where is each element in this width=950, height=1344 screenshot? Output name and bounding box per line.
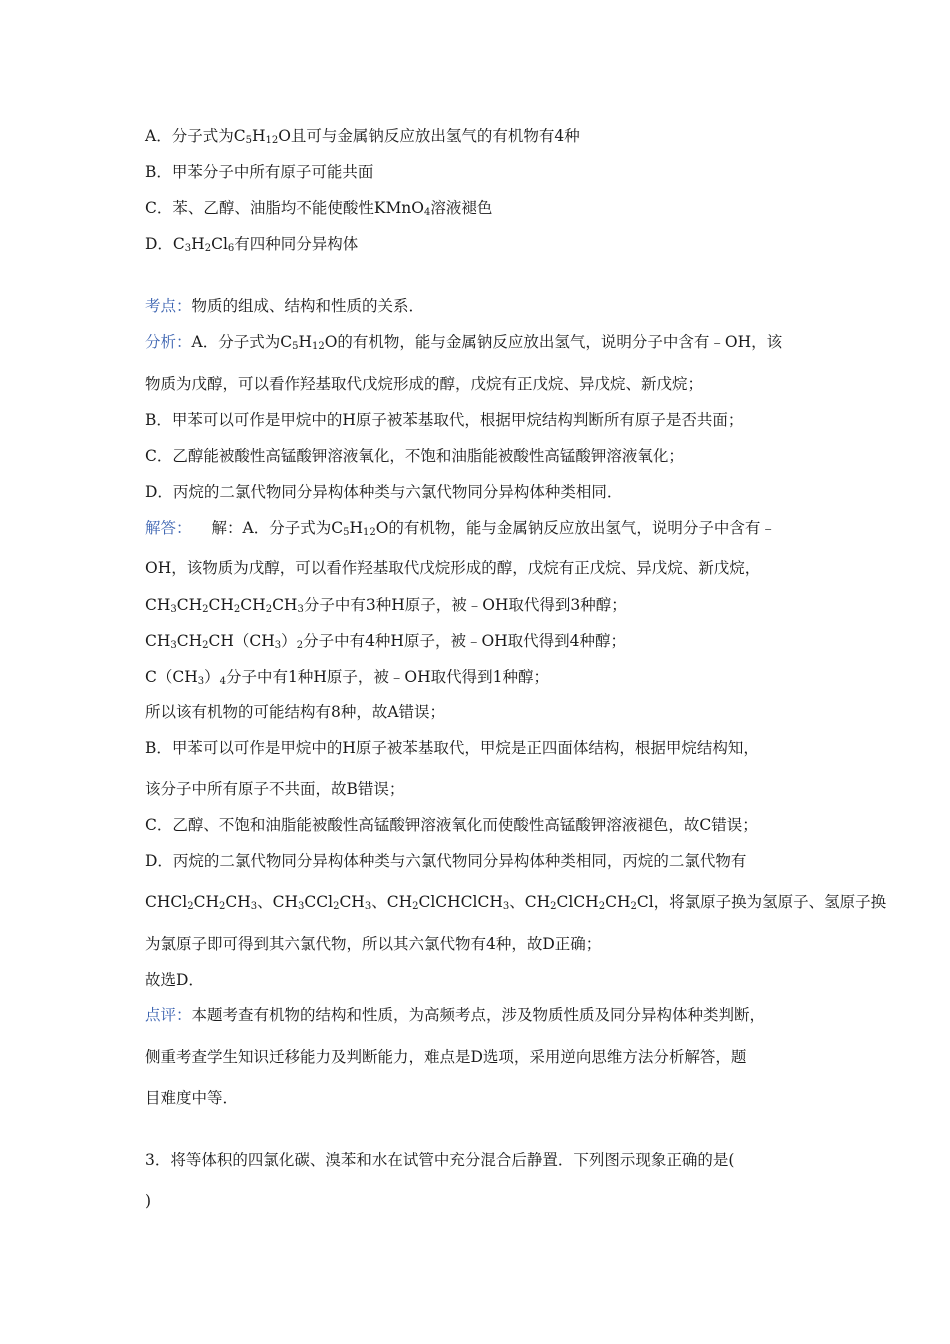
kaodian-line: 考点：物质的组成、结构和性质的关系． — [145, 297, 425, 315]
dianping-line-3: 目难度中等． — [145, 1089, 239, 1107]
jieda-line-5: $C(CH_3)_4$分子中有1种H原子，被﹣OH取代得到1种醇； — [145, 668, 549, 687]
question-3-line-2: ) — [145, 1192, 152, 1210]
option-c: C．苯、乙醇、油脂均不能使酸性KMnO$_4$溶液褪色 — [145, 199, 493, 218]
fenxi-line-2: 物质为戊醇，可以看作羟基取代戊烷形成的醇，戊烷有正戊烷、异戊烷、新戊烷； — [145, 375, 704, 393]
fenxi-line-4: C．乙醇能被酸性高锰酸钾溶液氧化，不饱和油脂能被酸性高锰酸钾溶液氧化； — [145, 447, 684, 465]
fenxi-line-5: D．丙烷的二氯代物同分异构体种类与六氯代物同分异构体种类相同． — [145, 483, 623, 501]
fenxi-line-1: 分析：A．分子式为$C_5H_{12}O$的有机物，能与金属钠反应放出氢气，说明分子中含有﹣OH，该 — [145, 333, 783, 352]
jieda-line-4: $CH_3CH_2CH(CH_3)_2$分子中有4种H原子，被﹣OH取代得到4种醇； — [145, 632, 627, 651]
jieda-line-9: C．乙醇、不饱和油脂能被酸性高锰酸钾溶液氧化而使酸性高锰酸钾溶液褪色，故C错误； — [145, 816, 758, 834]
jieda-label: 解答： — [145, 519, 192, 537]
fenxi-line-3: B．甲苯可以可作是甲烷中的H原子被苯基取代，根据甲烷结构判断所有原子是否共面； — [145, 411, 744, 429]
jieda-line-11: $CHCl_2CH_2CH_3$、$CH_3CCl_2CH_3$、$CH_2ClCHClCH_3$、$CH_2ClCH_2CH_2Cl$，将氯原子换为氢原子、氢原子换 — [145, 893, 887, 912]
option-d: D．$C_3H_2Cl_6$有四种同分异构体 — [145, 235, 359, 254]
jieda-line-7: B．甲苯可以可作是甲烷中的H原子被苯基取代，甲烷是正四面体结构，根据甲烷结构知， — [145, 739, 759, 757]
kaodian-label: 考点： — [145, 297, 192, 315]
option-a: A．分子式为$C_5H_{12}O$且可与金属钠反应放出氢气的有机物有4种 — [145, 127, 580, 146]
jieda-line-13: 故选D． — [145, 971, 204, 989]
dianping-label: 点评： — [145, 1006, 192, 1024]
dianping-line-2: 侧重考查学生知识迁移能力及判断能力，难点是D选项，采用逆向思维方法分析解答，题 — [145, 1048, 747, 1066]
option-b: B．甲苯分子中所有原子可能共面 — [145, 163, 374, 181]
jieda-line-2: OH，该物质为戊醇，可以看作羟基取代戊烷形成的醇，戊烷有正戊烷、异戊烷、新戊烷， — [145, 559, 761, 577]
question-3-line-1: 3．将等体积的四氯化碳、溴苯和水在试管中充分混合后静置．下列图示现象正确的是( — [145, 1151, 735, 1169]
jieda-line-10: D．丙烷的二氯代物同分异构体种类与六氯代物同分异构体种类相同，丙烷的二氯代物有 — [145, 852, 747, 870]
jieda-line-6: 所以该有机物的可能结构有8种，故A错误； — [145, 703, 446, 721]
jieda-line-3: $CH_3CH_2CH_2CH_2CH_3$分子中有3种H原子，被﹣OH取代得到3种醇； — [145, 596, 627, 615]
jieda-line-12: 为氯原子即可得到其六氯代物，所以其六氯代物有4种，故D正确； — [145, 935, 602, 953]
fenxi-label: 分析： — [145, 333, 192, 351]
dianping-line-1: 点评：本题考查有机物的结构和性质，为高频考点，涉及物质性质及同分异构体种类判断， — [145, 1006, 766, 1024]
jieda-line-1: 解答： 解：A．分子式为$C_5H_{12}O$的有机物，能与金属钠反应放出氢气，说明分子中含有﹣ — [145, 519, 776, 538]
jieda-line-8: 该分子中所有原子不共面，故B错误； — [145, 780, 405, 798]
